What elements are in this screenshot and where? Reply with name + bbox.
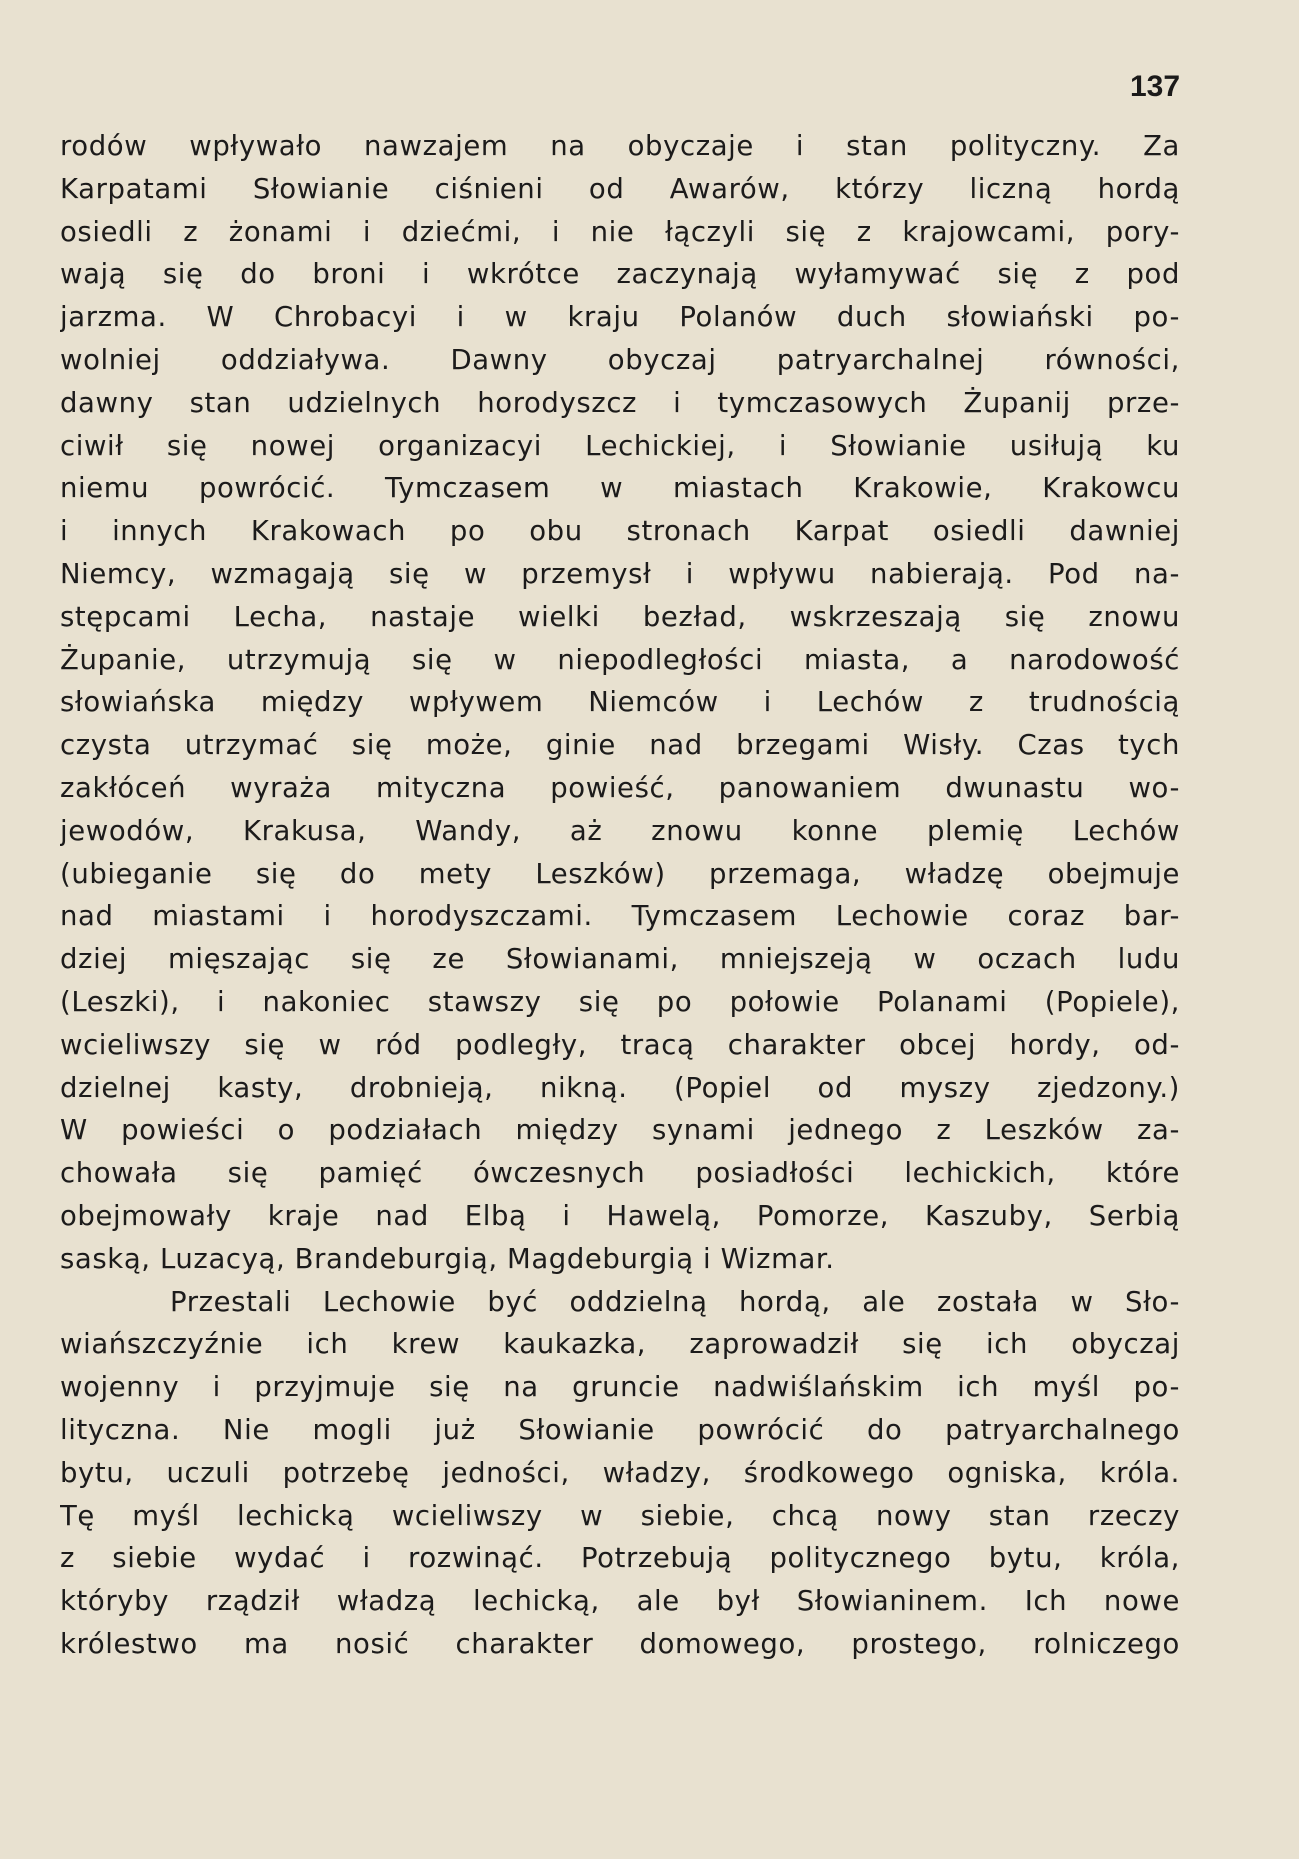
text-line: wolniej oddziaływa. Dawny obyczaj patryarchalnej równości, [60,343,1180,376]
text-line: Tę myśl lechicką wcieliwszy w siebie, chcą nowy stan rzeczy [60,1499,1180,1532]
text-line: rodów wpływało nawzajem na obyczaje i stan polityczny. Za [60,130,1180,162]
text-line: obejmowały kraje nad Elbą i Hawelą, Pomorze, Kaszuby, Serbią [60,1199,1180,1232]
text-line: z siebie wydać i rozwinąć. Potrzebują politycznego bytu, króla, [60,1542,1180,1575]
text-line: ciwił się nowej organizacyi Lechickiej, i Słowianie usiłują ku [60,429,1180,462]
text-line: czysta utrzymać się może, ginie nad brzegami Wisły. Czas tych [60,729,1180,762]
text-line: (ubieganie się do mety Leszków) przemaga, władzę obejmuje [60,857,1180,890]
text-line: Żupanie, utrzymują się w niepodległości miasta, a narodowość [60,643,1180,676]
text-line: (Leszki), i nakoniec stawszy się po połowie Polanami (Popiele), [60,985,1180,1018]
text-line: osiedli z żonami i dziećmi, i nie łączyli się z krajowcami, pory- [60,215,1180,248]
paragraph-end-line: saską, Luzacyą, Brandeburgią, Magdeburgią i Wizmar. [60,1242,835,1275]
text-line: chowała się pamięć ówczesnych posiadłości lechickich, które [60,1157,1180,1190]
text-line: lityczna. Nie mogli już Słowianie powrócić do patryarchalnego [60,1413,1180,1446]
text-line: Karpatami Słowianie ciśnieni od Awarów, którzy liczną hordą [60,172,1180,205]
text-line: stępcami Lecha, nastaje wielki bezład, wskrzeszają się znowu [60,600,1180,633]
text-line: jarzma. W Chrobacyi i w kraju Polanów duch słowiański po- [60,301,1180,334]
text-line: któryby rządził władzą lechicką, ale był Słowianinem. Ich nowe [60,1585,1180,1618]
text-line: jewodów, Krakusa, Wandy, aż znowu konne plemię Lechów [60,814,1180,847]
text-line: wcieliwszy się w ród podległy, tracą charakter obcej hordy, od- [60,1028,1180,1061]
text-line: dawny stan udzielnych horodyszcz i tymczasowych Żupanij prze- [60,386,1180,419]
text-line: wają się do broni i wkrótce zaczynają wyłamywać się z pod [60,258,1180,291]
paragraph-start-line: Przestali Lechowie być oddzielną hordą, ale została w Sło- [170,1285,1180,1318]
text-line: królestwo ma nosić charakter domowego, prostego, rolniczego [60,1627,1180,1660]
text-line: wiańszczyźnie ich krew kaukazka, zaprowadził się ich obyczaj [60,1328,1180,1361]
text-line: W powieści o podziałach między synami jednego z Leszków za- [60,1114,1180,1147]
text-line: dziej mięszając się ze Słowianami, mniejszeją w oczach ludu [60,943,1180,976]
text-line: zakłóceń wyraża mityczna powieść, panowaniem dwunastu wo- [60,771,1180,804]
text-line: i innych Krakowach po obu stronach Karpat osiedli dawniej [60,515,1180,548]
text-line: niemu powrócić. Tymczasem w miastach Krakowie, Krakowcu [60,472,1180,505]
page-number: 137 [1130,70,1181,103]
text-line: Niemcy, wzmagają się w przemysł i wpływu nabierają. Pod na- [60,557,1180,590]
text-line: dzielnej kasty, drobnieją, nikną. (Popiel od myszy zjedzony.) [60,1071,1180,1104]
text-line: wojenny i przyjmuje się na gruncie nadwiślańskim ich myśl po- [60,1371,1180,1404]
body-text [60,125,1180,1666]
text-line: nad miastami i horodyszczami. Tymczasem Lechowie coraz bar- [60,900,1180,933]
text-line: bytu, uczuli potrzebę jedności, władzy, środkowego ogniska, króla. [60,1456,1180,1489]
text-line: słowiańska między wpływem Niemców i Lechów z trudnością [60,686,1180,719]
